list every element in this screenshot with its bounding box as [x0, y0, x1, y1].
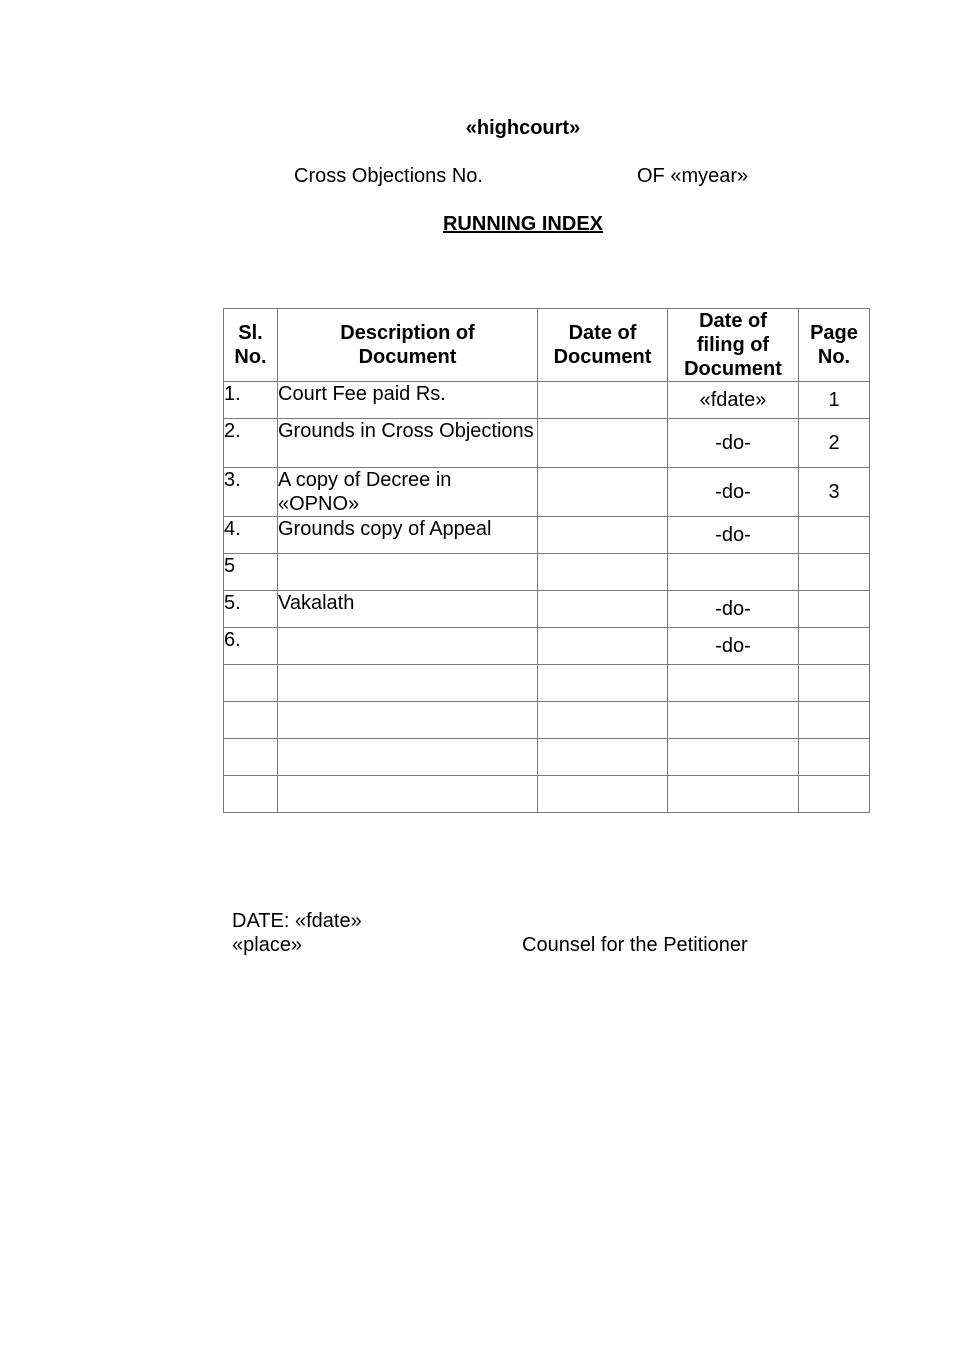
column-header-description: Description of Document: [278, 309, 538, 382]
cell-sl-no: 3.: [224, 468, 278, 517]
cell-date: [538, 739, 668, 776]
cell-sl-no: [224, 665, 278, 702]
court-name: «highcourt»: [465, 117, 581, 139]
cell-filing-date: -do-: [668, 517, 799, 554]
cell-page-no: [799, 739, 870, 776]
cell-filing-date: [668, 554, 799, 591]
table-row: [224, 517, 870, 554]
cell-filing-date: [668, 702, 799, 739]
cell-page-no: 1: [799, 382, 870, 419]
cell-filing-date: [668, 776, 799, 813]
cell-date: [538, 628, 668, 665]
cell-page-no: [799, 702, 870, 739]
table-row: [224, 776, 870, 813]
table-row: [224, 702, 870, 739]
cell-filing-date: -do-: [668, 419, 799, 468]
cell-description: [278, 665, 538, 702]
table-row: [224, 554, 870, 591]
cell-page-no: [799, 776, 870, 813]
cell-page-no: 2: [799, 419, 870, 468]
cell-page-no: 3: [799, 468, 870, 517]
cell-description: [278, 702, 538, 739]
table-row: [224, 382, 870, 419]
running-index-table: [223, 308, 870, 813]
cell-description: [278, 776, 538, 813]
objections-year: OF «myear»: [637, 165, 749, 187]
cell-sl-no: 5: [224, 554, 278, 591]
column-header-filing-date: Date of filing of Document: [668, 309, 799, 382]
cell-date: [538, 702, 668, 739]
cell-page-no: [799, 554, 870, 591]
column-header-date: Date of Document: [538, 309, 668, 382]
cell-date: [538, 517, 668, 554]
cell-page-no: [799, 665, 870, 702]
cell-date: [538, 382, 668, 419]
cell-description: Grounds copy of Appeal: [278, 517, 538, 554]
cell-description: [278, 628, 538, 665]
cell-sl-no: 5.: [224, 591, 278, 628]
place-line: «place»: [232, 934, 303, 956]
table-row: [224, 419, 870, 468]
cell-sl-no: 1.: [224, 382, 278, 419]
cell-description: Court Fee paid Rs.: [278, 382, 538, 419]
cell-description: Grounds in Cross Objections: [278, 419, 538, 468]
cell-filing-date: -do-: [668, 628, 799, 665]
table-row: [224, 468, 870, 517]
cell-page-no: [799, 591, 870, 628]
cell-sl-no: [224, 776, 278, 813]
cell-description: [278, 554, 538, 591]
column-header-page-no: Page No.: [799, 309, 870, 382]
cell-filing-date: [668, 739, 799, 776]
cell-sl-no: 4.: [224, 517, 278, 554]
cell-sl-no: [224, 702, 278, 739]
cell-date: [538, 776, 668, 813]
cell-sl-no: 2.: [224, 419, 278, 468]
table-header-row: [224, 309, 870, 382]
cell-page-no: [799, 628, 870, 665]
cell-date: [538, 468, 668, 517]
cell-filing-date: -do-: [668, 468, 799, 517]
cell-sl-no: 6.: [224, 628, 278, 665]
cell-description: A copy of Decree in «OPNO»: [278, 468, 538, 517]
cell-filing-date: [668, 665, 799, 702]
cross-objections-label: Cross Objections No.: [294, 165, 483, 187]
cell-description: Vakalath: [278, 591, 538, 628]
table-row: [224, 665, 870, 702]
cell-date: [538, 554, 668, 591]
cell-date: [538, 665, 668, 702]
cell-page-no: [799, 517, 870, 554]
cell-date: [538, 419, 668, 468]
running-index-title: RUNNING INDEX: [442, 213, 603, 235]
cell-sl-no: [224, 739, 278, 776]
cell-filing-date: «fdate»: [668, 382, 799, 419]
counsel-signature-line: Counsel for the Petitioner: [522, 934, 748, 956]
cell-description: [278, 739, 538, 776]
table-row: [224, 591, 870, 628]
table-row: [224, 628, 870, 665]
table-row: [224, 739, 870, 776]
filing-date-line: DATE: «fdate»: [232, 910, 362, 932]
cell-date: [538, 591, 668, 628]
column-header-sl-no: Sl. No.: [224, 309, 278, 382]
cell-filing-date: -do-: [668, 591, 799, 628]
